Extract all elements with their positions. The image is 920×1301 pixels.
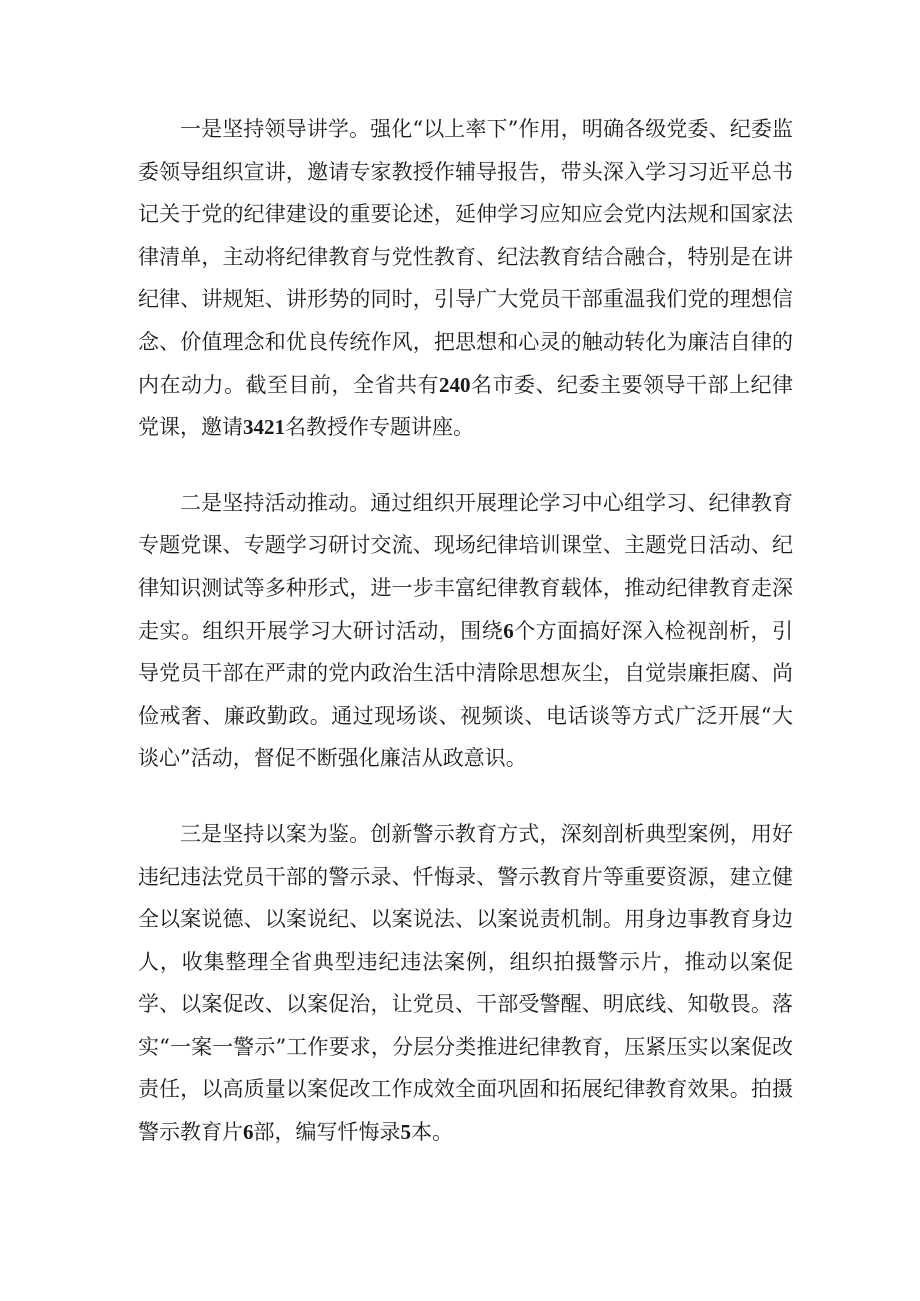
document-body bbox=[138, 108, 793, 1187]
paragraph-text: 二是坚持活动推动。通过组织开展理论学习中心组学习、纪律教育专题党课、专题学习研讨交流、现场纪律培训课堂、主题党日活动、纪律知识测试等多种形式，进一步丰富纪律教育载体，推动纪律教育走深走实。组织开展学习大研讨活动，围绕 bbox=[138, 490, 793, 643]
paragraph-case-lessons bbox=[138, 813, 793, 1154]
highlight-number: 5 bbox=[400, 1120, 411, 1145]
highlight-number: 3421 bbox=[243, 415, 285, 440]
paragraph-text: 部，编写忏悔录 bbox=[253, 1120, 401, 1145]
highlight-number: 6 bbox=[503, 618, 514, 643]
paragraph-text: 个方面搞好深入检视剖析，引导党员干部在严肃的党内政治生活中清除思想灰尘，自觉崇廉拒腐、尚俭戒奢、廉政勤政。通过现场谈、视频谈、电话谈等方式广泛开展“大谈心”活动，督促不断强化廉洁从政意识。 bbox=[138, 618, 794, 771]
paragraph-text: 本。 bbox=[411, 1120, 453, 1145]
paragraph-text: 名教授作专题讲座。 bbox=[285, 415, 474, 440]
paragraph-text: 一是坚持领导讲学。强化“以上率下”作用，明确各级党委、纪委监委领导组织宣讲，邀请专家教授作辅导报告，带头深入学习习近平总书记关于党的纪律建设的重要论述，延伸学习应知应会党内法规和国家法律清单，主动将纪律教育与党性教育、纪法教育结合融合，特别是在讲纪律、讲规矩、讲形势的同时，引导广大党员干部重温我们党的理想信念、价值理念和优良传统作风，把思想和心灵的触动转化为廉洁自律的内在动力。截至目前，全省共有 bbox=[138, 117, 793, 397]
paragraph-leadership-lectures bbox=[138, 108, 793, 449]
paragraph-text: 三是坚持以案为鉴。创新警示教育方式，深刻剖析典型案例，用好违纪违法党员干部的警示录、忏悔录、警示教育片等重要资源，建立健全以案说德、以案说纪、以案说法、以案说责机制。用身边事教育身边人，收集整理全省典型违纪违法案例，组织拍摄警示片，推动以案促学、以案促改、以案促治，让党员、干部受警醒、明底线、知敬畏。落实“一案一警示”工作要求，分层分类推进纪律教育，压紧压实以案促改责任，以高质量以案促改工作成效全面巩固和拓展纪律教育效果。拍摄警示教育片 bbox=[138, 821, 793, 1145]
paragraph-text: 名市委、纪委主要领导干部上纪律党课，邀请 bbox=[138, 372, 793, 440]
highlight-number: 240 bbox=[439, 372, 471, 397]
paragraph-activity-driven bbox=[138, 482, 793, 780]
highlight-number: 6 bbox=[243, 1120, 254, 1145]
